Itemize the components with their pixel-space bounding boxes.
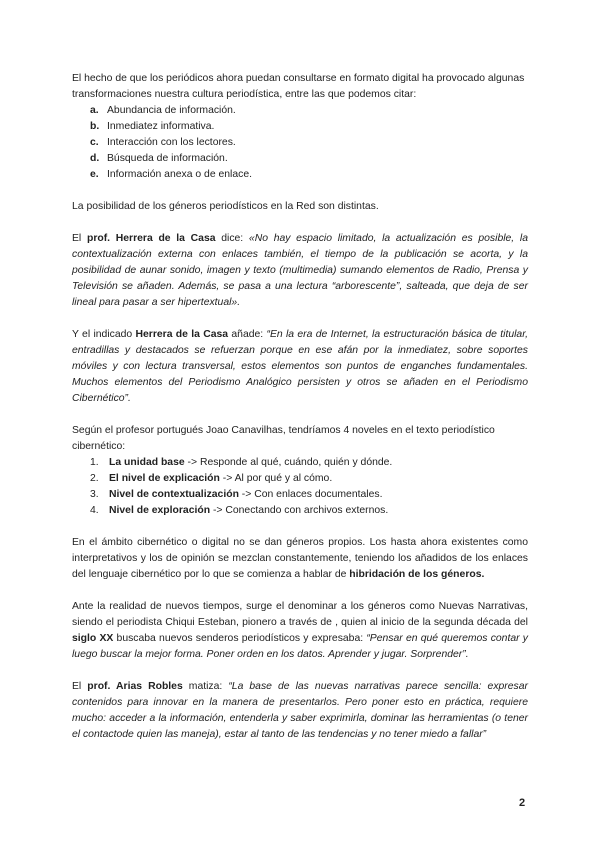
list-item: d. Búsqueda de información. (90, 153, 228, 164)
herrera-quote-1: El prof. Herrera de la Casa dice: «No hay espacio limitado, la actualización es posible, la contextualización externa con enlaces también, el tiempo de la publicación se acorta, y la posibilidad de aunar sonido, imagen y texto (multimedia) sumando elementos de Radio, Prensa y Televisión se añaden. Además, se pasa a una lectura “arborescente”, salteada, que deja de ser lineal para pasar a ser hipertextual». (72, 233, 528, 308)
narratives-paragraph: Ante la realidad de nuevos tiempos, surge el denominar a los géneros como Nuevas Narrativas, siendo el periodista Chiqui Esteban, pionero a través de , quien al inicio de la segunda década del siglo XX buscaba nuevos senderos periodísticos y expresaba: “Pensar en qué queremos contar y luego buscar la mejor forma. Poner orden en los datos. Aprender y jugar. Sorprender”. (72, 601, 528, 660)
list-item: c. Interacción con los lectores. (90, 137, 236, 148)
list-item: a. Abundancia de información. (90, 105, 236, 116)
canavilhas-paragraph: Según el profesor portugués Joao Canavilhas, tendríamos 4 noveles en el texto periodístico cibernético: (72, 425, 495, 452)
list-item: 4. Nivel de exploración -> Conectando con archivos externos. (90, 505, 389, 516)
intro-paragraph: El hecho de que los periódicos ahora puedan consultarse en formato digital ha provocado algunas transformaciones nuestra cultura periodística, entre las que podemos citar: (72, 73, 525, 100)
list-item: 3. Nivel de contextualización -> Con enlaces documentales. (90, 489, 383, 500)
arias-quote: El prof. Arias Robles matiza: “La base de las nuevas narrativas parece sencilla: expresar contenidos para innovar en la manera de presentarlos. Pero poner esto en práctica, requiere mucho: acceder a la información, entenderla y saber exprimirla, dominar las herramientas (o tener el contactode quien las maneja), estar al tanto de las tendencias y no tener miedo a fallar” (72, 681, 528, 740)
hybridization-paragraph: En el ámbito cibernético o digital no se dan géneros propios. Los hasta ahora existentes como interpretativos y los de opinión se mezclan constantemente, teniendo los añadidos de los enlaces del lenguaje cibernético por lo que se comienza a hablar de hibridación de los géneros. (72, 537, 528, 580)
page-number: 2 (519, 797, 526, 809)
herrera-quote-2: Y el indicado Herrera de la Casa añade: “En la era de Internet, la estructuración básica de titular, entradillas y destacados se refuerzan porque en ese afán por la inmediatez, sobre soportes móviles y con lectura transversal, estos elementos son puntos de enganches fundamentales. Muchos elementos del Periodismo Analógico persisten y otros se añaden en el Periodismo Cibernético”. (72, 329, 528, 404)
list-item: e. Información anexa o de enlace. (90, 169, 252, 180)
transformations-list (72, 103, 528, 183)
list-item: 1. La unidad base -> Responde al qué, cuándo, quién y dónde. (90, 457, 393, 468)
levels-list (72, 455, 528, 519)
genres-paragraph: La posibilidad de los géneros periodísticos en la Red son distintas. (72, 201, 379, 212)
list-item: b. Inmediatez informativa. (90, 121, 215, 132)
document-page (72, 71, 528, 743)
list-item: 2. El nivel de explicación -> Al por qué y al cómo. (90, 473, 333, 484)
